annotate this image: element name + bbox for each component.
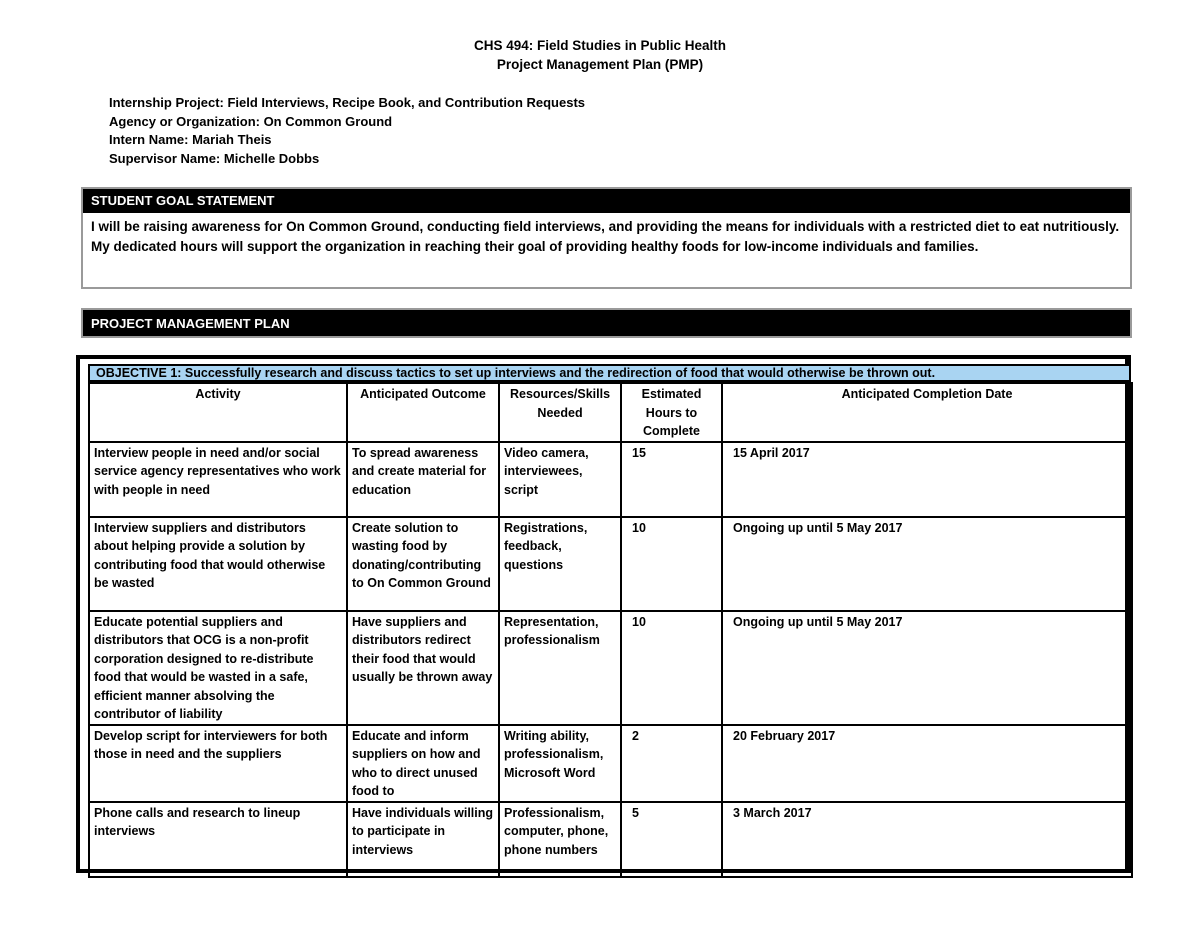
col-outcome: Anticipated Outcome	[347, 383, 499, 442]
table-header-row	[89, 383, 1132, 442]
table-row	[89, 517, 1132, 611]
activity-cell: Develop script for interviewers for both those in need and the suppliers	[89, 725, 347, 802]
resources-cell: Professionalism, computer, phone, phone numbers	[499, 802, 621, 877]
resources-cell: Representation, professionalism	[499, 611, 621, 725]
document-title	[0, 36, 1200, 74]
table-row	[89, 725, 1132, 802]
resources-cell: Video camera, interviewees, script	[499, 442, 621, 517]
activity-cell: Educate potential suppliers and distributors that OCG is a non-profit corporation designed to re-distribute food that would be wasted in a safe, efficient manner absolving the contributor of liability	[89, 611, 347, 725]
objective-section	[76, 355, 1131, 873]
project-plan-box	[81, 308, 1132, 338]
resources-cell: Registrations, feedback, questions	[499, 517, 621, 611]
col-hours: Estimated Hours to Complete	[621, 383, 722, 442]
goal-statement-box	[81, 187, 1132, 289]
objective-title: OBJECTIVE 1: Successfully research and discuss tactics to set up interviews and the redirection of food that would otherwise be thrown out.	[88, 364, 1131, 382]
activity-cell: Interview people in need and/or social service agency representatives who work with people in need	[89, 442, 347, 517]
plan-title: Project Management Plan (PMP)	[496, 57, 704, 72]
date-cell: Ongoing up until 5 May 2017	[722, 611, 1132, 725]
outcome-cell: Have suppliers and distributors redirect their food that would usually be thrown away	[347, 611, 499, 725]
outcome-cell: To spread awareness and create material for education	[347, 442, 499, 517]
agency-line: Agency or Organization: On Common Ground	[109, 113, 393, 129]
goal-heading: STUDENT GOAL STATEMENT	[83, 189, 1130, 213]
table-row	[89, 611, 1132, 725]
resources-cell: Writing ability, professionalism, Microsoft Word	[499, 725, 621, 802]
plan-heading: PROJECT MANAGEMENT PLAN	[83, 310, 1130, 336]
table-row	[89, 802, 1132, 877]
outcome-cell: Educate and inform suppliers on how and who to direct unused food to	[347, 725, 499, 802]
goal-text: I will be raising awareness for On Common Ground, conducting field interviews, and providing the means for individuals with a restricted diet to eat nutritiously. My dedicated hours will support the organization in reaching their goal of providing healthy foods for low-income individuals and families.	[91, 219, 1120, 254]
hours-cell: 10	[621, 611, 722, 725]
course-title: CHS 494: Field Studies in Public Health	[473, 38, 727, 53]
outcome-cell: Have individuals willing to participate in interviews	[347, 802, 499, 877]
supervisor-line: Supervisor Name: Michelle Dobbs	[109, 150, 320, 166]
col-resources: Resources/Skills Needed	[499, 383, 621, 442]
table-row	[89, 442, 1132, 517]
col-completion-date: Anticipated Completion Date	[722, 383, 1132, 442]
activity-cell: Phone calls and research to lineup interviews	[89, 802, 347, 877]
hours-cell: 15	[621, 442, 722, 517]
project-line: Internship Project: Field Interviews, Recipe Book, and Contribution Requests	[109, 95, 586, 110]
date-cell: 20 February 2017	[722, 725, 1132, 802]
col-activity: Activity	[89, 383, 347, 442]
date-cell: 3 March 2017	[722, 802, 1132, 877]
outcome-cell: Create solution to wasting food by donating/contributing to On Common Ground	[347, 517, 499, 611]
objective-table	[88, 382, 1133, 878]
activity-cell: Interview suppliers and distributors about helping provide a solution by contributing food that would otherwise be wasted	[89, 517, 347, 611]
date-cell: Ongoing up until 5 May 2017	[722, 517, 1132, 611]
hours-cell: 5	[621, 802, 722, 877]
project-info	[109, 94, 585, 168]
intern-line: Intern Name: Mariah Theis	[109, 132, 272, 147]
date-cell: 15 April 2017	[722, 442, 1132, 517]
hours-cell: 2	[621, 725, 722, 802]
hours-cell: 10	[621, 517, 722, 611]
